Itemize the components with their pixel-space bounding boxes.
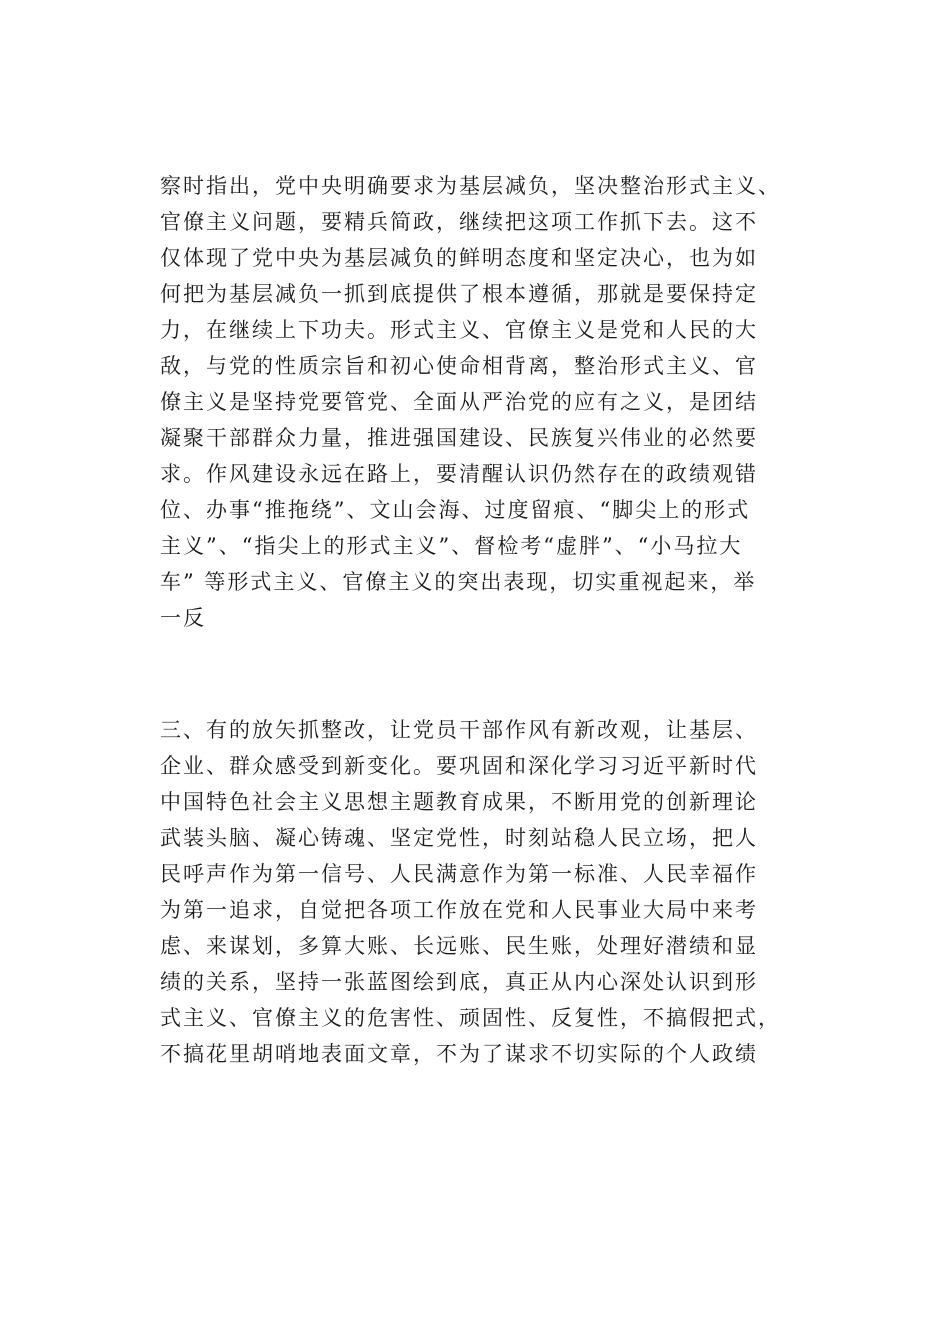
text-line: 官僚主义问题，要精兵简政，继续把这项工作抓下去。这不	[160, 210, 758, 234]
text-line: 为第一追求，自觉把各项工作放在党和人民事业大局中来考	[160, 898, 758, 922]
text-line: 一反	[160, 606, 206, 630]
text-line: 敌，与党的性质宗旨和初心使命相背离，整治形式主义、官	[160, 354, 758, 378]
text-line: 企业、群众感受到新变化。要巩固和深化学习习近平新时代	[160, 754, 758, 778]
paragraph-1	[160, 168, 830, 636]
text-line: 僚主义是坚持党要管党、全面从严治党的应有之义，是团结	[160, 390, 758, 414]
text-line: 仅体现了党中央为基层减负的鲜明态度和坚定决心，也为如	[160, 246, 758, 270]
text-line: 虑、来谋划，多算大账、长远账、民生账，处理好潜绩和显	[160, 934, 758, 958]
text-line: 何把为基层减负一抓到底提供了根本遵循，那就是要保持定	[160, 282, 758, 306]
text-line: 主义”、“指尖上的形式主义”、督检考“虚胖”、“小马拉大	[160, 534, 743, 558]
text-line: 凝聚干部群众力量，推进强国建设、民族复兴伟业的必然要	[160, 426, 758, 450]
text-line: 武装头脑、凝心铸魂、坚定党性，时刻站稳人民立场，把人	[160, 826, 758, 850]
text-line: 求。作风建设永远在路上，要清醒认识仍然存在的政绩观错	[160, 462, 758, 486]
text-line: 中国特色社会主义思想主题教育成果，不断用党的创新理论	[160, 790, 758, 814]
text-line: 三、有的放矢抓整改，让党员干部作风有新改观，让基层、	[160, 718, 758, 742]
text-line: 不搞花里胡哨地表面文章，不为了谋求不切实际的个人政绩	[160, 1042, 758, 1066]
text-line: 绩的关系，坚持一张蓝图绘到底，真正从内心深处认识到形	[160, 970, 758, 994]
text-line: 察时指出，党中央明确要求为基层减负，坚决整治形式主义、	[160, 174, 781, 198]
text-line: 车” 等形式主义、官僚主义的突出表现，切实重视起来，举	[160, 570, 757, 594]
text-line: 民呼声作为第一信号、人民满意作为第一标准、人民幸福作	[160, 862, 758, 886]
text-line: 位、办事“推拖绕”、文山会海、过度留痕、“脚尖上的形式	[160, 498, 751, 522]
paragraph-2	[160, 712, 830, 1072]
text-line: 力，在继续上下功夫。形式主义、官僚主义是党和人民的大	[160, 318, 758, 342]
text-line: 式主义、官僚主义的危害性、顽固性、反复性，不搞假把式，	[160, 1006, 781, 1030]
